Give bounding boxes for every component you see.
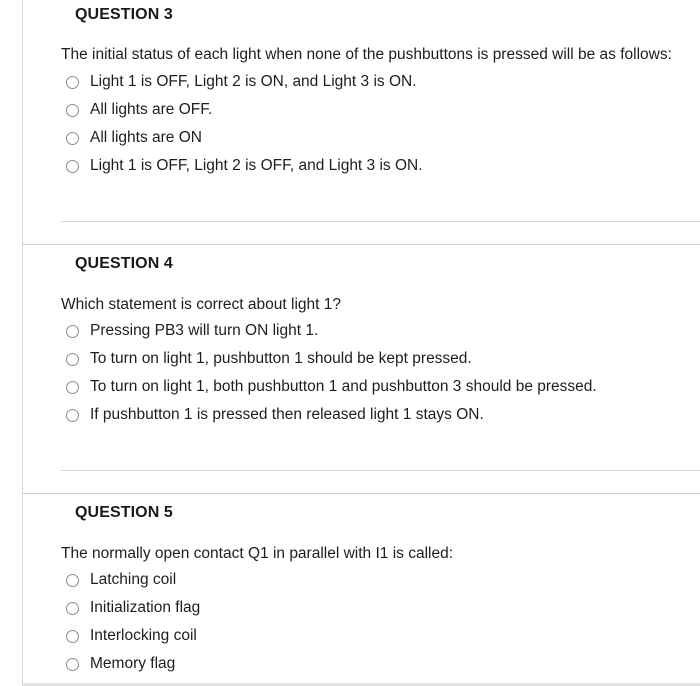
answer-option[interactable]	[66, 376, 597, 398]
question-text: The normally open contact Q1 in parallel with I1 is called:	[61, 545, 454, 562]
answer-option[interactable]	[66, 404, 484, 426]
answer-option[interactable]	[66, 348, 472, 370]
answer-option[interactable]	[66, 653, 175, 675]
answer-label: Light 1 is OFF, Light 2 is OFF, and Light 3 is ON.	[90, 157, 423, 174]
question-title: QUESTION 5	[75, 504, 173, 521]
answer-label: Pressing PB3 will turn ON light 1.	[90, 322, 319, 339]
question-title: QUESTION 3	[75, 6, 173, 23]
radio-button[interactable]	[66, 630, 79, 643]
question-title: QUESTION 4	[75, 255, 173, 272]
radio-button[interactable]	[66, 574, 79, 587]
answer-option[interactable]	[66, 99, 212, 121]
answer-label: Latching coil	[90, 571, 177, 588]
radio-button[interactable]	[66, 353, 79, 366]
answer-label: To turn on light 1, pushbutton 1 should be kept pressed.	[90, 350, 472, 367]
radio-button[interactable]	[66, 76, 79, 89]
question-text: The initial status of each light when none of the pushbuttons is pressed will be as follows:	[61, 46, 672, 63]
answer-option[interactable]	[66, 569, 176, 591]
answer-option[interactable]	[66, 127, 202, 149]
answer-label: To turn on light 1, both pushbutton 1 and pushbutton 3 should be pressed.	[90, 378, 597, 395]
radio-button[interactable]	[66, 381, 79, 394]
answer-option[interactable]	[66, 320, 318, 342]
answer-option[interactable]	[66, 625, 197, 647]
radio-button[interactable]	[66, 132, 79, 145]
left-border	[22, 0, 23, 686]
answer-label: Interlocking coil	[90, 627, 197, 644]
section-divider	[22, 244, 700, 245]
answer-label: All lights are ON	[90, 129, 202, 146]
answer-label: If pushbutton 1 is pressed then released light 1 stays ON.	[90, 406, 484, 423]
answer-option[interactable]	[66, 597, 200, 619]
answer-label: All lights are OFF.	[90, 101, 213, 118]
radio-button[interactable]	[66, 104, 79, 117]
divider	[61, 221, 700, 222]
radio-button[interactable]	[66, 658, 79, 671]
answer-label: Memory flag	[90, 655, 176, 672]
answer-label: Initialization flag	[90, 599, 201, 616]
radio-button[interactable]	[66, 160, 79, 173]
answer-label: Light 1 is OFF, Light 2 is ON, and Light 3 is ON.	[90, 73, 417, 90]
divider	[61, 470, 700, 471]
radio-button[interactable]	[66, 325, 79, 338]
radio-button[interactable]	[66, 409, 79, 422]
radio-button[interactable]	[66, 602, 79, 615]
answer-option[interactable]	[66, 155, 423, 177]
question-text: Which statement is correct about light 1?	[61, 296, 341, 313]
answer-option[interactable]	[66, 71, 417, 93]
section-divider	[22, 493, 700, 494]
